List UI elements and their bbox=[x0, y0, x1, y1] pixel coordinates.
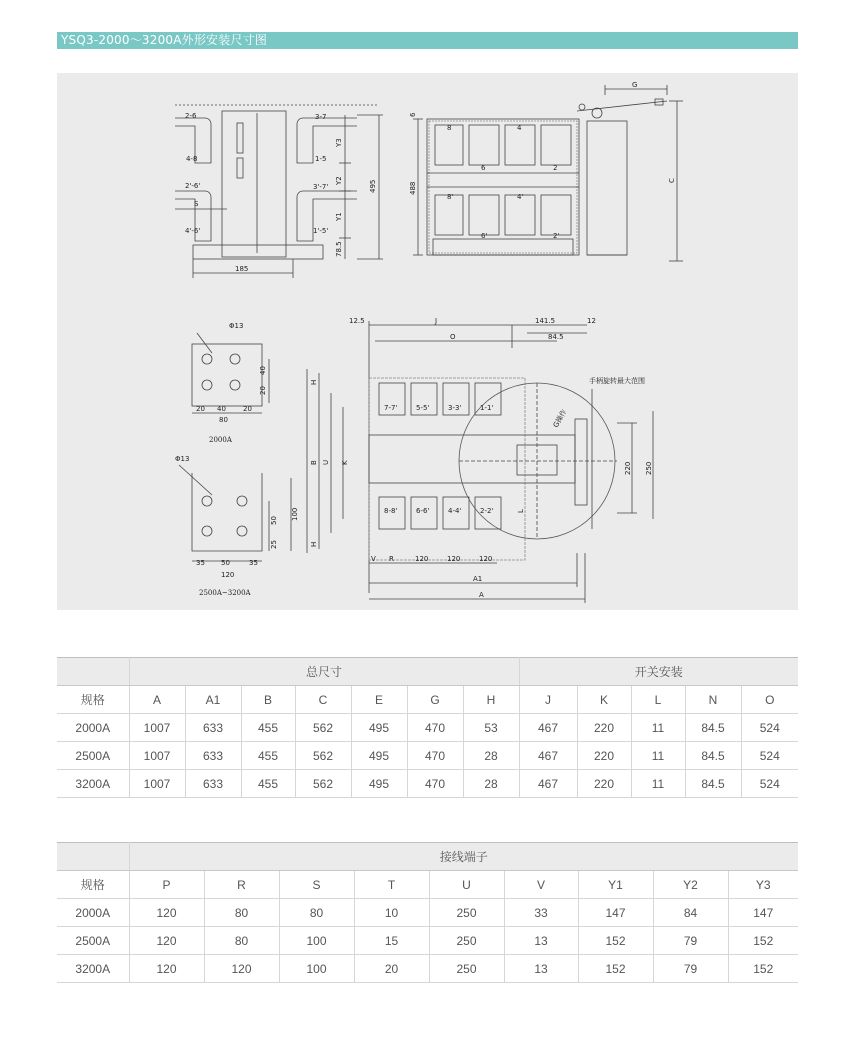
table-cell: 562 bbox=[295, 770, 351, 798]
label-o: O bbox=[450, 333, 456, 341]
table-cell: 13 bbox=[504, 927, 578, 955]
table-cell: 11 bbox=[631, 714, 685, 742]
table-cell: 147 bbox=[728, 899, 798, 927]
table-cell: 1007 bbox=[129, 742, 185, 770]
table-cell: 152 bbox=[578, 927, 653, 955]
label-j: J bbox=[435, 317, 438, 325]
table2-header: S bbox=[279, 871, 354, 899]
hole-pattern-2000a bbox=[192, 333, 269, 413]
table-cell: 20 bbox=[354, 955, 429, 983]
label-488: 488 bbox=[409, 181, 417, 195]
table2-header: 规格 bbox=[57, 871, 129, 899]
hole-pattern-2500a-labels bbox=[175, 455, 299, 597]
dimension-drawing bbox=[57, 73, 798, 610]
table-cell: 470 bbox=[407, 742, 463, 770]
table2-header: Y3 bbox=[728, 871, 798, 899]
label-40-v: 40 bbox=[259, 366, 267, 375]
label-100-v: 100 bbox=[291, 507, 299, 521]
label-6p: 6' bbox=[481, 232, 488, 240]
label-s: S bbox=[194, 200, 199, 208]
label-b: B bbox=[310, 460, 318, 465]
label-v: V bbox=[371, 555, 376, 563]
label-80: 80 bbox=[219, 416, 228, 424]
table-cell: 495 bbox=[351, 742, 407, 770]
table-cell: 120 bbox=[129, 899, 204, 927]
label-6-small: 6 bbox=[409, 112, 417, 117]
table-cell: 562 bbox=[295, 714, 351, 742]
label-250: 250 bbox=[645, 461, 653, 475]
table2-group-blank bbox=[57, 843, 129, 871]
table1-group-row bbox=[57, 658, 798, 686]
label-120-c: 120 bbox=[479, 555, 493, 563]
label-50-h: 50 bbox=[221, 559, 230, 567]
table1-group-overall: 总尺寸 bbox=[129, 658, 519, 686]
terminal-3-3: 3-3' bbox=[448, 404, 462, 412]
label-120-a: 120 bbox=[415, 555, 429, 563]
label-141-5: 141.5 bbox=[535, 317, 556, 325]
table-cell: 455 bbox=[241, 770, 295, 798]
label-4: 4 bbox=[517, 124, 522, 132]
table-cell: 220 bbox=[577, 770, 631, 798]
label-8p: 8' bbox=[447, 193, 454, 201]
table-cell: 524 bbox=[741, 742, 798, 770]
table-cell: 633 bbox=[185, 742, 241, 770]
label-120-h: 120 bbox=[221, 571, 235, 579]
table-row bbox=[57, 770, 798, 798]
label-a1: A1 bbox=[473, 575, 483, 583]
table2-header: V bbox=[504, 871, 578, 899]
table-cell: 524 bbox=[741, 770, 798, 798]
table-cell: 15 bbox=[354, 927, 429, 955]
label-20-v: 20 bbox=[259, 386, 267, 395]
hole-pattern-2000a-labels bbox=[196, 322, 267, 444]
label-u: U bbox=[322, 459, 330, 465]
label-h-top: H bbox=[310, 379, 318, 385]
label-12-5: 12.5 bbox=[349, 317, 365, 325]
label-78-5: 78.5 bbox=[335, 241, 343, 257]
terminal-table bbox=[57, 842, 798, 983]
table-cell: 1007 bbox=[129, 714, 185, 742]
label-1-5: 1-5 bbox=[315, 155, 327, 163]
label-120-b: 120 bbox=[447, 555, 461, 563]
table-cell: 120 bbox=[129, 955, 204, 983]
label-y1: Y1 bbox=[335, 212, 343, 221]
handle-label: G操作 bbox=[551, 408, 569, 429]
table1-header: C bbox=[295, 686, 351, 714]
table-cell: 467 bbox=[519, 714, 577, 742]
table1-header: L bbox=[631, 686, 685, 714]
caption-2000a: 2000A bbox=[209, 436, 232, 444]
table-cell: 220 bbox=[577, 742, 631, 770]
table2-group-row bbox=[57, 843, 798, 871]
terminal-7-7: 7-7' bbox=[384, 404, 398, 412]
table-cell: 633 bbox=[185, 714, 241, 742]
terminal-5-5: 5-5' bbox=[416, 404, 430, 412]
table-cell: 84.5 bbox=[685, 770, 741, 798]
table-cell: 455 bbox=[241, 742, 295, 770]
table-row bbox=[57, 955, 798, 983]
table1-header: B bbox=[241, 686, 295, 714]
label-phi13-a: Φ13 bbox=[229, 322, 244, 330]
table-cell: 2000A bbox=[57, 899, 129, 927]
table-row bbox=[57, 714, 798, 742]
main-view-labels bbox=[310, 317, 653, 599]
table-cell: 455 bbox=[241, 714, 295, 742]
label-y3: Y3 bbox=[335, 138, 343, 147]
table2-header: U bbox=[429, 871, 504, 899]
label-50-v: 50 bbox=[270, 516, 278, 525]
top-left-labels bbox=[185, 112, 377, 273]
table-cell: 84.5 bbox=[685, 742, 741, 770]
table-cell: 79 bbox=[653, 955, 728, 983]
table-cell: 80 bbox=[279, 899, 354, 927]
label-1p-5p: 1'-5' bbox=[313, 227, 329, 235]
table-cell: 11 bbox=[631, 770, 685, 798]
label-2p: 2' bbox=[553, 232, 560, 240]
label-20-a: 20 bbox=[196, 405, 205, 413]
table-cell: 495 bbox=[351, 770, 407, 798]
table1-group-blank bbox=[57, 658, 129, 686]
table-cell: 152 bbox=[728, 955, 798, 983]
label-4p: 4' bbox=[517, 193, 524, 201]
table-cell: 11 bbox=[631, 742, 685, 770]
dimension-table bbox=[57, 657, 798, 798]
label-35-b: 35 bbox=[249, 559, 258, 567]
table1-header: E bbox=[351, 686, 407, 714]
label-495: 495 bbox=[369, 179, 377, 193]
table-cell: 100 bbox=[279, 955, 354, 983]
label-h-bottom: H bbox=[310, 541, 318, 547]
table2-header: Y1 bbox=[578, 871, 653, 899]
table2-header: T bbox=[354, 871, 429, 899]
label-185: 185 bbox=[235, 265, 249, 273]
table1-header: G bbox=[407, 686, 463, 714]
table-cell: 470 bbox=[407, 714, 463, 742]
table2-header: R bbox=[204, 871, 279, 899]
table-cell: 2500A bbox=[57, 742, 129, 770]
table1-header: A1 bbox=[185, 686, 241, 714]
table1-header: J bbox=[519, 686, 577, 714]
table2-header: P bbox=[129, 871, 204, 899]
label-g: G bbox=[632, 81, 638, 89]
label-25-v: 25 bbox=[270, 540, 278, 549]
table1-header: O bbox=[741, 686, 798, 714]
label-2: 2 bbox=[553, 164, 558, 172]
terminal-2-2: 2-2' bbox=[480, 507, 494, 515]
label-c: C bbox=[668, 178, 676, 183]
table-cell: 250 bbox=[429, 955, 504, 983]
table1-header: N bbox=[685, 686, 741, 714]
label-phi13-b: Φ13 bbox=[175, 455, 190, 463]
section-title: YSQ3-2000～3200A外形安装尺寸图 bbox=[61, 33, 268, 47]
table-row bbox=[57, 899, 798, 927]
terminal-6-6: 6-6' bbox=[416, 507, 430, 515]
table1-header: 规格 bbox=[57, 686, 129, 714]
table1-group-mounting: 开关安装 bbox=[519, 658, 798, 686]
table-cell: 28 bbox=[463, 770, 519, 798]
table-row bbox=[57, 742, 798, 770]
table-cell: 220 bbox=[577, 714, 631, 742]
table-cell: 524 bbox=[741, 714, 798, 742]
dimension-drawing-svg bbox=[57, 73, 798, 610]
table1-header: H bbox=[463, 686, 519, 714]
table-cell: 120 bbox=[129, 927, 204, 955]
label-20-b: 20 bbox=[243, 405, 252, 413]
handle-rotation-note: 手柄旋转最大范围 bbox=[589, 377, 645, 385]
table-cell: 467 bbox=[519, 742, 577, 770]
table-cell: 28 bbox=[463, 742, 519, 770]
table-cell: 467 bbox=[519, 770, 577, 798]
terminal-8-8: 8-8' bbox=[384, 507, 398, 515]
table-cell: 84 bbox=[653, 899, 728, 927]
table1-header: A bbox=[129, 686, 185, 714]
table-cell: 80 bbox=[204, 927, 279, 955]
table-cell: 13 bbox=[504, 955, 578, 983]
label-r: R bbox=[389, 555, 394, 563]
label-3p-7p: 3'-7' bbox=[313, 183, 329, 191]
label-84-5: 84.5 bbox=[548, 333, 564, 341]
table-cell: 84.5 bbox=[685, 714, 741, 742]
label-6: 6 bbox=[481, 164, 486, 172]
table-cell: 147 bbox=[578, 899, 653, 927]
table-cell: 250 bbox=[429, 927, 504, 955]
table-cell: 53 bbox=[463, 714, 519, 742]
table-cell: 470 bbox=[407, 770, 463, 798]
terminal-4-4: 4-4' bbox=[448, 507, 462, 515]
label-35-a: 35 bbox=[196, 559, 205, 567]
table-cell: 3200A bbox=[57, 770, 129, 798]
table-cell: 633 bbox=[185, 770, 241, 798]
label-k: K bbox=[341, 460, 349, 465]
section-title-bar bbox=[57, 32, 798, 49]
label-y2: Y2 bbox=[335, 176, 343, 185]
table-cell: 120 bbox=[204, 955, 279, 983]
table2-group-terminal: 接线端子 bbox=[129, 843, 798, 871]
table1-header-row bbox=[57, 686, 798, 714]
table-cell: 1007 bbox=[129, 770, 185, 798]
label-2-6: 2-6 bbox=[185, 112, 197, 120]
label-4-8: 4-8 bbox=[186, 155, 198, 163]
label-2p-6p: 2'-6' bbox=[185, 182, 201, 190]
table-cell: 10 bbox=[354, 899, 429, 927]
table-cell: 3200A bbox=[57, 955, 129, 983]
top-left-view bbox=[175, 105, 383, 278]
label-l: L bbox=[517, 509, 525, 513]
label-40-h: 40 bbox=[217, 405, 226, 413]
table-cell: 562 bbox=[295, 742, 351, 770]
table-cell: 250 bbox=[429, 899, 504, 927]
table2-header: Y2 bbox=[653, 871, 728, 899]
table-cell: 100 bbox=[279, 927, 354, 955]
table2-header-row bbox=[57, 871, 798, 899]
label-3-7: 3-7 bbox=[315, 113, 327, 121]
label-220: 220 bbox=[624, 461, 632, 475]
label-8: 8 bbox=[447, 124, 452, 132]
terminal-1-1: 1-1' bbox=[480, 404, 494, 412]
table1-header: K bbox=[577, 686, 631, 714]
table-cell: 79 bbox=[653, 927, 728, 955]
table-cell: 495 bbox=[351, 714, 407, 742]
label-a: A bbox=[479, 591, 484, 599]
caption-2500a: 2500A~3200A bbox=[199, 589, 251, 597]
table-cell: 33 bbox=[504, 899, 578, 927]
table-cell: 152 bbox=[578, 955, 653, 983]
top-right-view bbox=[413, 85, 683, 261]
label-4p-6p: 4'-6' bbox=[185, 227, 201, 235]
label-12: 12 bbox=[587, 317, 596, 325]
table-cell: 80 bbox=[204, 899, 279, 927]
table-cell: 2000A bbox=[57, 714, 129, 742]
table-cell: 152 bbox=[728, 927, 798, 955]
table-row bbox=[57, 927, 798, 955]
table-cell: 2500A bbox=[57, 927, 129, 955]
